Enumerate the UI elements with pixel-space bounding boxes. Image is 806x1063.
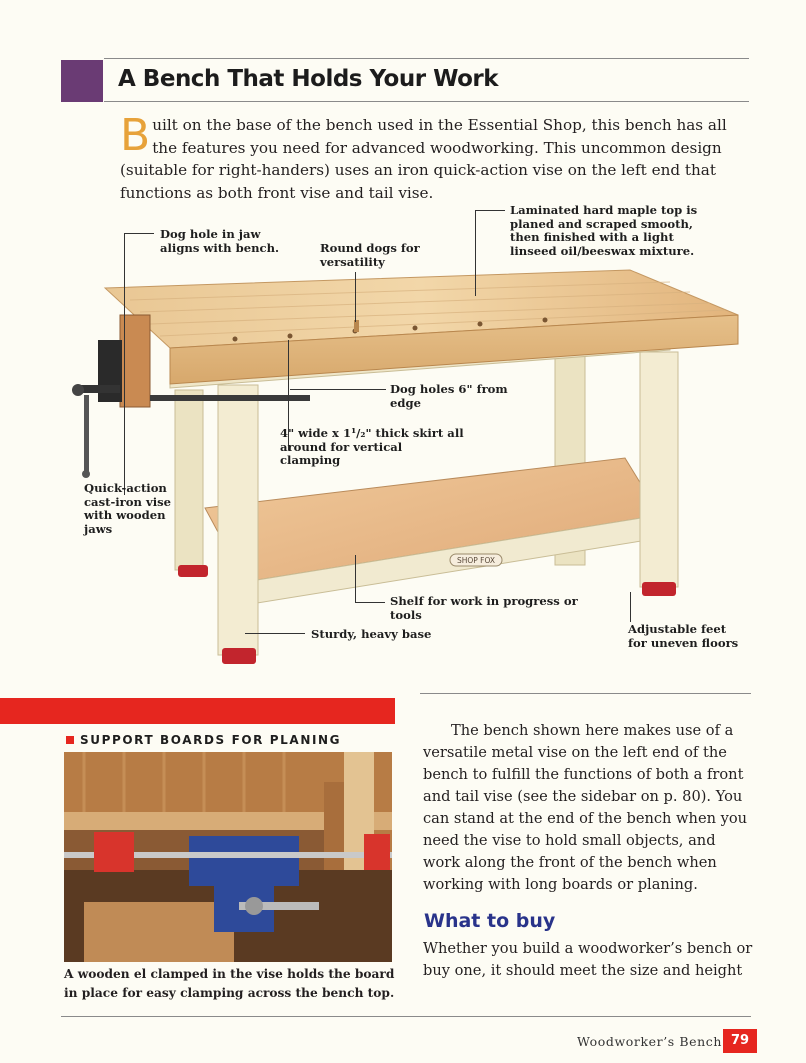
leader-top-h xyxy=(475,210,505,211)
body-paragraph-1 xyxy=(423,720,753,896)
page-title: A Bench That Holds Your Work xyxy=(118,66,499,92)
subhead-what-to-buy: What to buy xyxy=(424,910,556,932)
callout-dog-hole: Dog hole in jaw aligns with bench. xyxy=(160,227,280,255)
leader-dog-hole xyxy=(124,233,125,495)
footer-rule xyxy=(61,1016,751,1017)
intro-text: uilt on the base of the bench used in the Essential Shop, this bench has all the features you need for advanced woodworking. This uncommon design (suitable for right-handers) uses an iron quick-action vise on the left end that functions as both front vise and tail vise. xyxy=(120,116,727,202)
callout-shelf: Shelf for work in progress or tools xyxy=(390,594,578,622)
drop-cap: B xyxy=(120,110,151,161)
page-number: 79 xyxy=(723,1029,757,1053)
sidebar-title-text: SUPPORT BOARDS FOR PLANING xyxy=(80,733,342,747)
leader-dog-hole-h xyxy=(124,233,154,234)
heading-rule xyxy=(104,101,749,102)
running-footer: Woodworker’s Bench xyxy=(577,1034,723,1049)
leader-base xyxy=(245,633,305,634)
callout-top: Laminated hard maple top is planed and scraped smooth, then finished with a light linseed oil/beeswax mixture. xyxy=(510,203,698,258)
leader-shelf xyxy=(355,555,356,603)
section-marker xyxy=(61,60,103,102)
leader-top xyxy=(475,210,476,296)
leader-round-dogs xyxy=(355,272,356,322)
callout-vise: Quick-action cast-iron vise with wooden jaws xyxy=(84,481,172,536)
sidebar-square-icon xyxy=(66,736,74,744)
top-rule xyxy=(104,58,749,59)
body-paragraph-1-text: The bench shown here makes use of a versatile metal vise on the left end of the bench to fulfill the functions of both a front and tail vise (see the sidebar on p. 80). You can stand at the end of the bench when you need the vise to hold small objects, and work along the front of the bench when working with long boards or planing. xyxy=(423,722,748,893)
callout-feet: Adjustable feet for uneven floors xyxy=(628,622,739,650)
photo-caption: A wooden el clamped in the vise holds the board in place for easy clamping across the bench top. xyxy=(64,967,395,1000)
leader-dog-holes-edge xyxy=(290,389,386,390)
column-rule xyxy=(420,693,751,694)
intro-paragraph xyxy=(120,110,740,204)
sidebar-title xyxy=(66,733,341,747)
leader-shelf-h xyxy=(355,602,385,603)
shop-fox-label: SHOP FOX xyxy=(456,556,496,565)
body-paragraph-2: Whether you build a woodworker’s bench or buy one, it should meet the size and height xyxy=(423,940,753,979)
vise-photo xyxy=(64,752,392,962)
leader-feet xyxy=(630,592,631,622)
callout-base: Sturdy, heavy base xyxy=(311,627,432,641)
sidebar-red-bar xyxy=(0,698,395,724)
callout-round-dogs: Round dogs for versatility xyxy=(320,241,420,269)
callout-skirt: 4" wide x 1¹/₂" thick skirt all around for vertical clamping xyxy=(280,426,464,467)
callout-dog-holes-edge: Dog holes 6" from edge xyxy=(390,382,508,410)
